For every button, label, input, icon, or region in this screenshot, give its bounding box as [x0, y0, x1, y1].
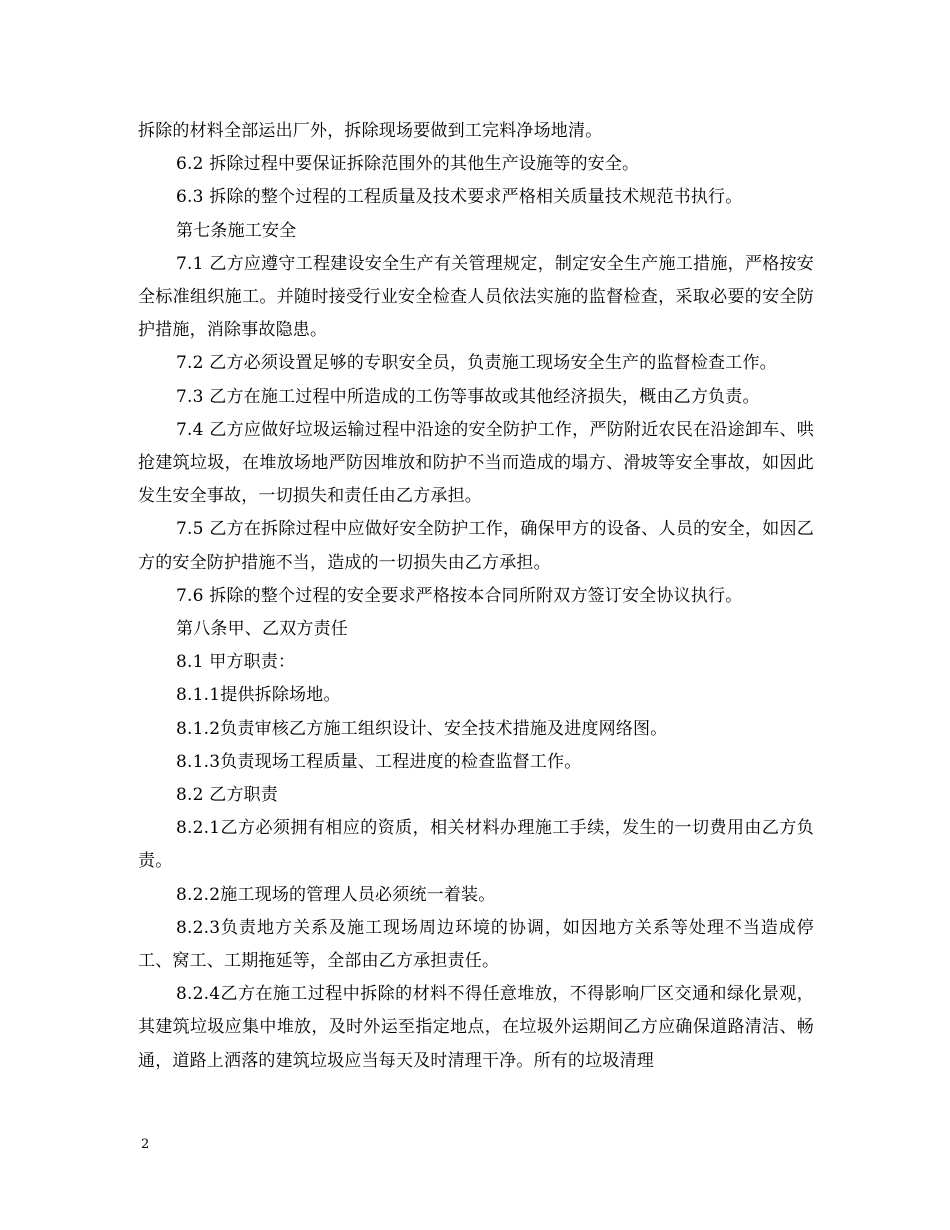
- paragraph-8-1-3: 8.1.3负责现场工程质量、工程进度的检查监督工作。: [176, 751, 582, 772]
- paragraph-6-2: 6.2 拆除过程中要保证拆除范围外的其他生产设施等的安全。: [176, 154, 640, 175]
- section-heading-article-8: 第八条甲、乙双方责任: [176, 619, 348, 640]
- paragraph-6-3: 6.3 拆除的整个过程的工程质量及技术要求严格相关质量技术规范书执行。: [176, 187, 743, 208]
- paragraph-8-1-2: 8.1.2负责审核乙方施工组织设计、安全技术措施及进度网络图。: [176, 718, 668, 739]
- paragraph-7-1: 7.1 乙方应遵守工程建设安全生产有关管理规定，制定安全生产施工措施，严格按安全标准组织施工。并随时接受行业安全检查人员依法实施的监督检查，采取必要的安全防护措施，消除事故隐患。: [138, 253, 814, 341]
- paragraph-8-1: 8.1 甲方职责：: [176, 652, 296, 673]
- paragraph-7-6: 7.6 拆除的整个过程的安全要求严格按本合同所附双方签订安全协议执行。: [176, 585, 743, 606]
- paragraph-7-4: 7.4 乙方应做好垃圾运输过程中沿途的安全防护工作，严防附近农民在沿途卸车、哄抢建筑垃圾，在堆放场地严防因堆放和防护不当而造成的塌方、滑坡等安全事故，如因此发生安全事故，一切损失和责任由乙方承担。: [138, 419, 814, 507]
- paragraph-8-2-1: 8.2.1乙方必须拥有相应的资质，相关材料办理施工手续，发生的一切费用由乙方负责。: [138, 818, 814, 872]
- paragraph-7-2: 7.2 乙方必须设置足够的专职安全员，负责施工现场安全生产的监督检查工作。: [176, 353, 777, 374]
- paragraph-8-2-3: 8.2.3负责地方关系及施工现场周边环境的协调，如因地方关系等处理不当造成停工、窝工、工期拖延等，全部由乙方承担责任。: [138, 917, 814, 972]
- page-number: 2: [141, 1137, 150, 1152]
- paragraph-8-2: 8.2 乙方职责: [176, 785, 279, 806]
- paragraph-8-1-1: 8.1.1提供拆除场地。: [176, 685, 341, 706]
- paragraph-7-5: 7.5 乙方在拆除过程中应做好安全防护工作，确保甲方的设备、人员的安全，如因乙方的安全防护措施不当，造成的一切损失由乙方承担。: [138, 519, 814, 573]
- paragraph-7-3: 7.3 乙方在施工过程中所造成的工伤等事故或其他经济损失，概由乙方负责。: [176, 386, 760, 407]
- paragraph-continuation: 拆除的材料全部运出厂外，拆除现场要做到工完料净场地清。: [138, 121, 603, 141]
- section-heading-article-7: 第七条施工安全: [176, 220, 297, 241]
- document-body: [138, 115, 814, 1078]
- paragraph-8-2-2: 8.2.2施工现场的管理人员必须统一着装。: [176, 884, 496, 905]
- paragraph-8-2-4: 8.2.4乙方在施工过程中拆除的材料不得任意堆放，不得影响厂区交通和绿化景观，其建筑垃圾应集中堆放，及时外运至指定地点，在垃圾外运期间乙方应确保道路清洁、畅通，道路上洒落的建筑垃圾应当每天及时清理干净。所有的垃圾清理: [138, 984, 814, 1071]
